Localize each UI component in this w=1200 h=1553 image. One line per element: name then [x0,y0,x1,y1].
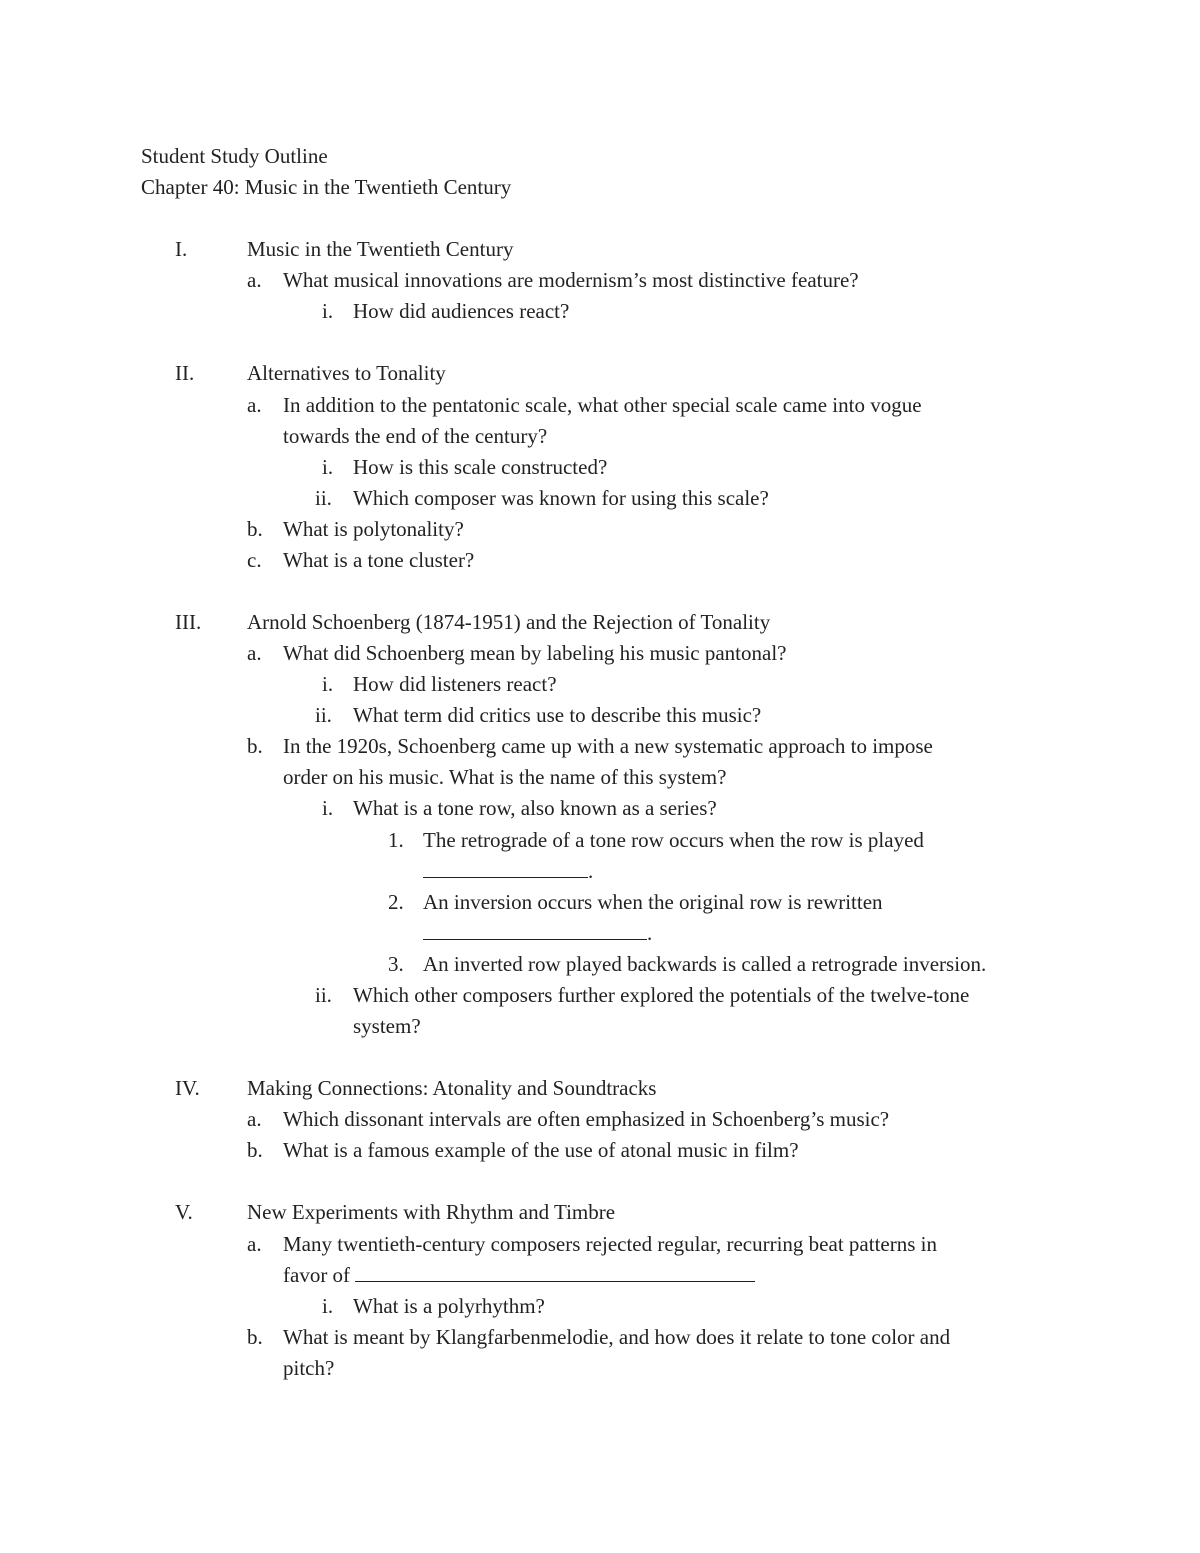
outline-item: The retrograde of a tone row occurs when the row is played [423,828,924,852]
item-marker: a. [247,641,262,665]
answer-blank-line[interactable] [423,857,593,885]
item-marker: i. [322,455,334,479]
outline-item: Many twentieth-century composers rejected regular, recurring beat patterns in [283,1232,937,1256]
item-marker: a. [247,393,262,417]
item-marker: ii. [315,703,332,727]
outline-item-continued: towards the end of the century? [283,424,548,448]
section-numeral: IV. [175,1076,200,1100]
item-marker: c. [247,548,262,572]
chapter-title: Chapter 40: Music in the Twentieth Century [141,175,512,199]
section-heading: New Experiments with Rhythm and Timbre [247,1200,616,1224]
outline-item: What is polytonality? [283,517,464,541]
blank-end-period: . [647,921,653,945]
item-marker: b. [247,517,263,541]
section-heading: Music in the Twentieth Century [247,237,514,261]
outline-item: Which dissonant intervals are often emphasized in Schoenberg’s music? [283,1107,890,1131]
item-marker: a. [247,1107,262,1131]
outline-item: What is a tone cluster? [283,548,475,572]
document-title: Student Study Outline [141,144,328,168]
section-heading: Alternatives to Tonality [247,361,446,385]
outline-item: In addition to the pentatonic scale, what other special scale came into vogue [283,393,922,417]
item-marker: b. [247,734,263,758]
item-marker: 2. [388,890,404,914]
answer-blank-line[interactable] [423,919,652,947]
outline-item: Which other composers further explored the potentials of the twelve-tone [353,983,970,1007]
outline-item: In the 1920s, Schoenberg came up with a new systematic approach to impose [283,734,933,758]
outline-item: How did audiences react? [353,299,570,323]
item-marker: a. [247,1232,262,1256]
fill-in-prefix: favor of [283,1263,351,1287]
outline-item-continued: system? [353,1014,421,1038]
outline-item: How is this scale constructed? [353,455,608,479]
item-marker: 3. [388,952,404,976]
section-numeral: III. [175,610,202,634]
item-marker: i. [322,1294,334,1318]
section-heading: Arnold Schoenberg (1874-1951) and the Rejection of Tonality [247,610,771,634]
section-numeral: V. [175,1200,193,1224]
item-marker: b. [247,1325,263,1349]
section-heading: Making Connections: Atonality and Soundtracks [247,1076,657,1100]
outline-item: What is meant by Klangfarbenmelodie, and how does it relate to tone color and [283,1325,951,1349]
section-numeral: II. [175,361,195,385]
outline-item: What did Schoenberg mean by labeling his music pantonal? [283,641,787,665]
outline-item: What is a tone row, also known as a series? [353,796,717,820]
outline-item-continued [283,1261,755,1289]
outline-item: Which composer was known for using this scale? [353,486,769,510]
item-marker: i. [322,672,334,696]
outline-item: What term did critics use to describe this music? [353,703,762,727]
section-numeral: I. [175,237,188,261]
item-marker: 1. [388,828,404,852]
outline-item-continued: pitch? [283,1356,335,1380]
outline-item: What is a famous example of the use of atonal music in film? [283,1138,799,1162]
item-marker: i. [322,299,334,323]
outline-item: How did listeners react? [353,672,557,696]
item-marker: i. [322,796,334,820]
item-marker: b. [247,1138,263,1162]
item-marker: a. [247,268,262,292]
item-marker: ii. [315,983,332,1007]
outline-item: What musical innovations are modernism’s most distinctive feature? [283,268,859,292]
outline-item: What is a polyrhythm? [353,1294,545,1318]
outline-item-continued: order on his music. What is the name of this system? [283,765,727,789]
item-marker: ii. [315,486,332,510]
outline-item: An inverted row played backwards is called a retrograde inversion. [423,952,987,976]
blank-end-period: . [588,859,594,883]
answer-blank-line[interactable] [355,1261,755,1282]
outline-item: An inversion occurs when the original row is rewritten [423,890,883,914]
